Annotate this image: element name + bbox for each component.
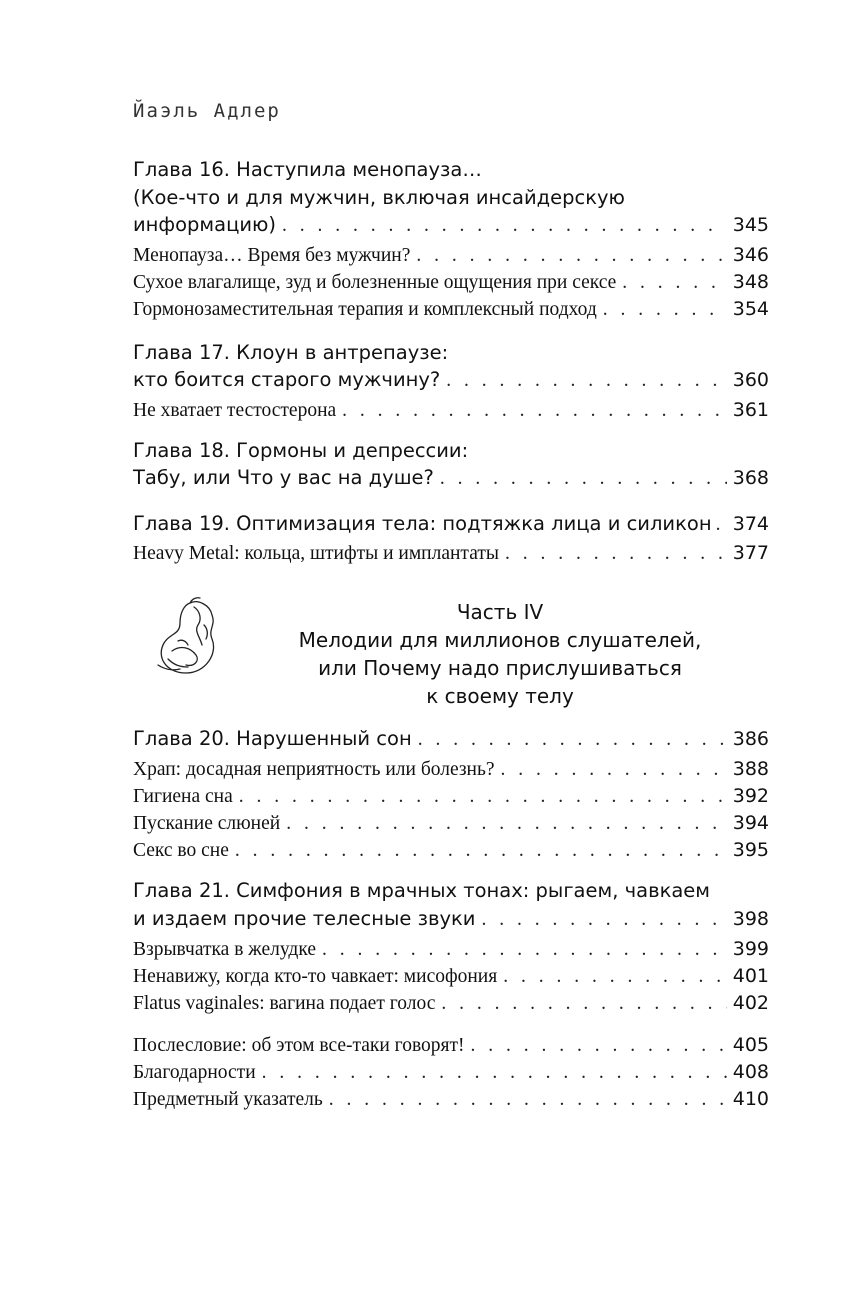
part-4-label: Часть IV	[456, 600, 544, 624]
dot-leader	[286, 813, 727, 835]
dot-leader	[716, 514, 729, 536]
dot-leader	[441, 993, 726, 1015]
dot-leader	[505, 543, 727, 565]
chapter-21-title-line2: и издаем прочие телесные звуки	[133, 907, 476, 930]
page-number: 374	[732, 513, 769, 535]
page-number: 394	[732, 812, 769, 834]
part-illustration-doodle	[150, 595, 240, 685]
toc-entry-acknowledgements[interactable]	[133, 1061, 769, 1084]
dot-leader	[471, 1035, 727, 1057]
page-number: 386	[732, 728, 769, 750]
toc-entry-chapter-17[interactable]	[133, 368, 769, 392]
dot-leader	[603, 299, 727, 321]
chapter-16-title-line3: информацию)	[133, 213, 277, 236]
dot-leader	[342, 400, 727, 422]
page-number: 410	[732, 1088, 769, 1110]
toc-entry-section[interactable]	[133, 965, 769, 988]
dot-leader	[446, 370, 726, 392]
section-title: Пускание слюней	[133, 813, 281, 834]
section-title: Сухое влагалище, зуд и болезненные ощущения при сексе	[133, 272, 617, 293]
section-title: Секс во сне	[133, 840, 229, 861]
dot-leader	[418, 729, 727, 751]
section-title: Не хватает тестостерона	[133, 400, 337, 421]
section-title: Менопауза… Время без мужчин?	[133, 245, 411, 266]
section-title: Благодарности	[133, 1062, 256, 1083]
part-4-title-line1: Мелодии для миллионов слушателей,	[298, 628, 702, 652]
toc-entry-section[interactable]	[133, 244, 769, 267]
page-number: 399	[732, 938, 769, 960]
page-number: 361	[732, 399, 769, 421]
toc-entry-section[interactable]	[133, 785, 769, 808]
dot-leader	[501, 759, 727, 781]
chapter-16-title-line2: (Кое-что и для мужчин, включая инсайдерскую	[133, 186, 625, 209]
running-header-author: Йаэль Адлер	[133, 100, 281, 122]
dot-leader	[440, 468, 727, 490]
page-number: 405	[732, 1034, 769, 1056]
toc-entry-section[interactable]	[133, 758, 769, 781]
page-number: 360	[732, 369, 769, 391]
toc-entry-section[interactable]	[133, 812, 769, 835]
dot-leader	[622, 272, 726, 294]
section-title: Ненавижу, когда кто-то чавкает: мисофония	[133, 966, 498, 987]
toc-entry-section[interactable]	[133, 938, 769, 961]
page-number: 408	[732, 1061, 769, 1083]
toc-entry-afterword[interactable]	[133, 1034, 769, 1057]
part-4-title-line3: к своему телу	[426, 684, 574, 708]
chapter-20-title: Глава 20. Нарушенный сон	[133, 727, 412, 750]
section-title: Гормонозаместительная терапия и комплексный подход	[133, 299, 597, 320]
toc-entry-section[interactable]	[133, 271, 769, 294]
toc-entry-index[interactable]	[133, 1088, 769, 1111]
page-number: 345	[732, 214, 769, 236]
chapter-17-title-line2: кто боится старого мужчину?	[133, 368, 441, 391]
dot-leader	[503, 966, 727, 988]
dot-leader	[416, 245, 726, 267]
chapter-18-title-line1: Глава 18. Гормоны и депрессии:	[133, 439, 469, 462]
page-number: 377	[732, 542, 769, 564]
dot-leader	[329, 1089, 727, 1111]
dot-leader	[235, 840, 727, 862]
section-title: Взрывчатка в желудке	[133, 939, 316, 960]
page-number: 346	[732, 244, 769, 266]
chapter-18-title-line2: Табу, или Что у вас на душе?	[133, 466, 434, 489]
section-title: Послесловие: об этом все-таки говорят!	[133, 1035, 465, 1056]
toc-entry-section[interactable]	[133, 992, 769, 1015]
chapter-19-title: Глава 19. Оптимизация тела: подтяжка лица и силикон	[133, 512, 712, 535]
page-number: 392	[732, 785, 769, 807]
chapter-16-title-line1: Глава 16. Наступила менопауза…	[133, 158, 482, 181]
toc-entry-section[interactable]	[133, 542, 769, 565]
section-title: Предметный указатель	[133, 1089, 323, 1110]
page-number: 402	[732, 992, 769, 1014]
chapter-17-title-line1: Глава 17. Клоун в антрепаузе:	[133, 341, 449, 364]
page-number: 348	[732, 271, 769, 293]
toc-entry-chapter-20[interactable]	[133, 727, 769, 751]
toc-entry-chapter-19[interactable]	[133, 512, 769, 536]
page-number: 388	[732, 758, 769, 780]
dot-leader	[239, 786, 727, 808]
dot-leader	[262, 1062, 727, 1084]
section-title: Храп: досадная неприятность или болезнь?	[133, 759, 495, 780]
page-number: 354	[732, 298, 769, 320]
toc-entry-chapter-21[interactable]	[133, 907, 769, 931]
chapter-21-title-line1: Глава 21. Симфония в мрачных тонах: рыгаем, чавкаем	[133, 879, 711, 902]
toc-entry-chapter-16[interactable]	[133, 213, 769, 237]
section-title: Heavy Metal: кольца, штифты и имплантаты	[133, 543, 499, 564]
dot-leader	[322, 939, 727, 961]
section-title: Гигиена сна	[133, 786, 233, 807]
dot-leader	[282, 215, 727, 237]
toc-entry-section[interactable]	[133, 399, 769, 422]
toc-entry-section[interactable]	[133, 298, 769, 321]
part-4-title-line2: или Почему надо прислушиваться	[318, 656, 682, 680]
dot-leader	[481, 909, 726, 931]
page-number: 401	[732, 965, 769, 987]
toc-entry-section[interactable]	[133, 839, 769, 862]
toc-entry-chapter-18[interactable]	[133, 466, 769, 490]
part-4-heading	[240, 598, 760, 710]
page-number: 395	[732, 839, 769, 861]
section-title: Flatus vaginales: вагина подает голос	[133, 993, 436, 1014]
page-number: 398	[732, 908, 769, 930]
page-number: 368	[732, 467, 769, 489]
